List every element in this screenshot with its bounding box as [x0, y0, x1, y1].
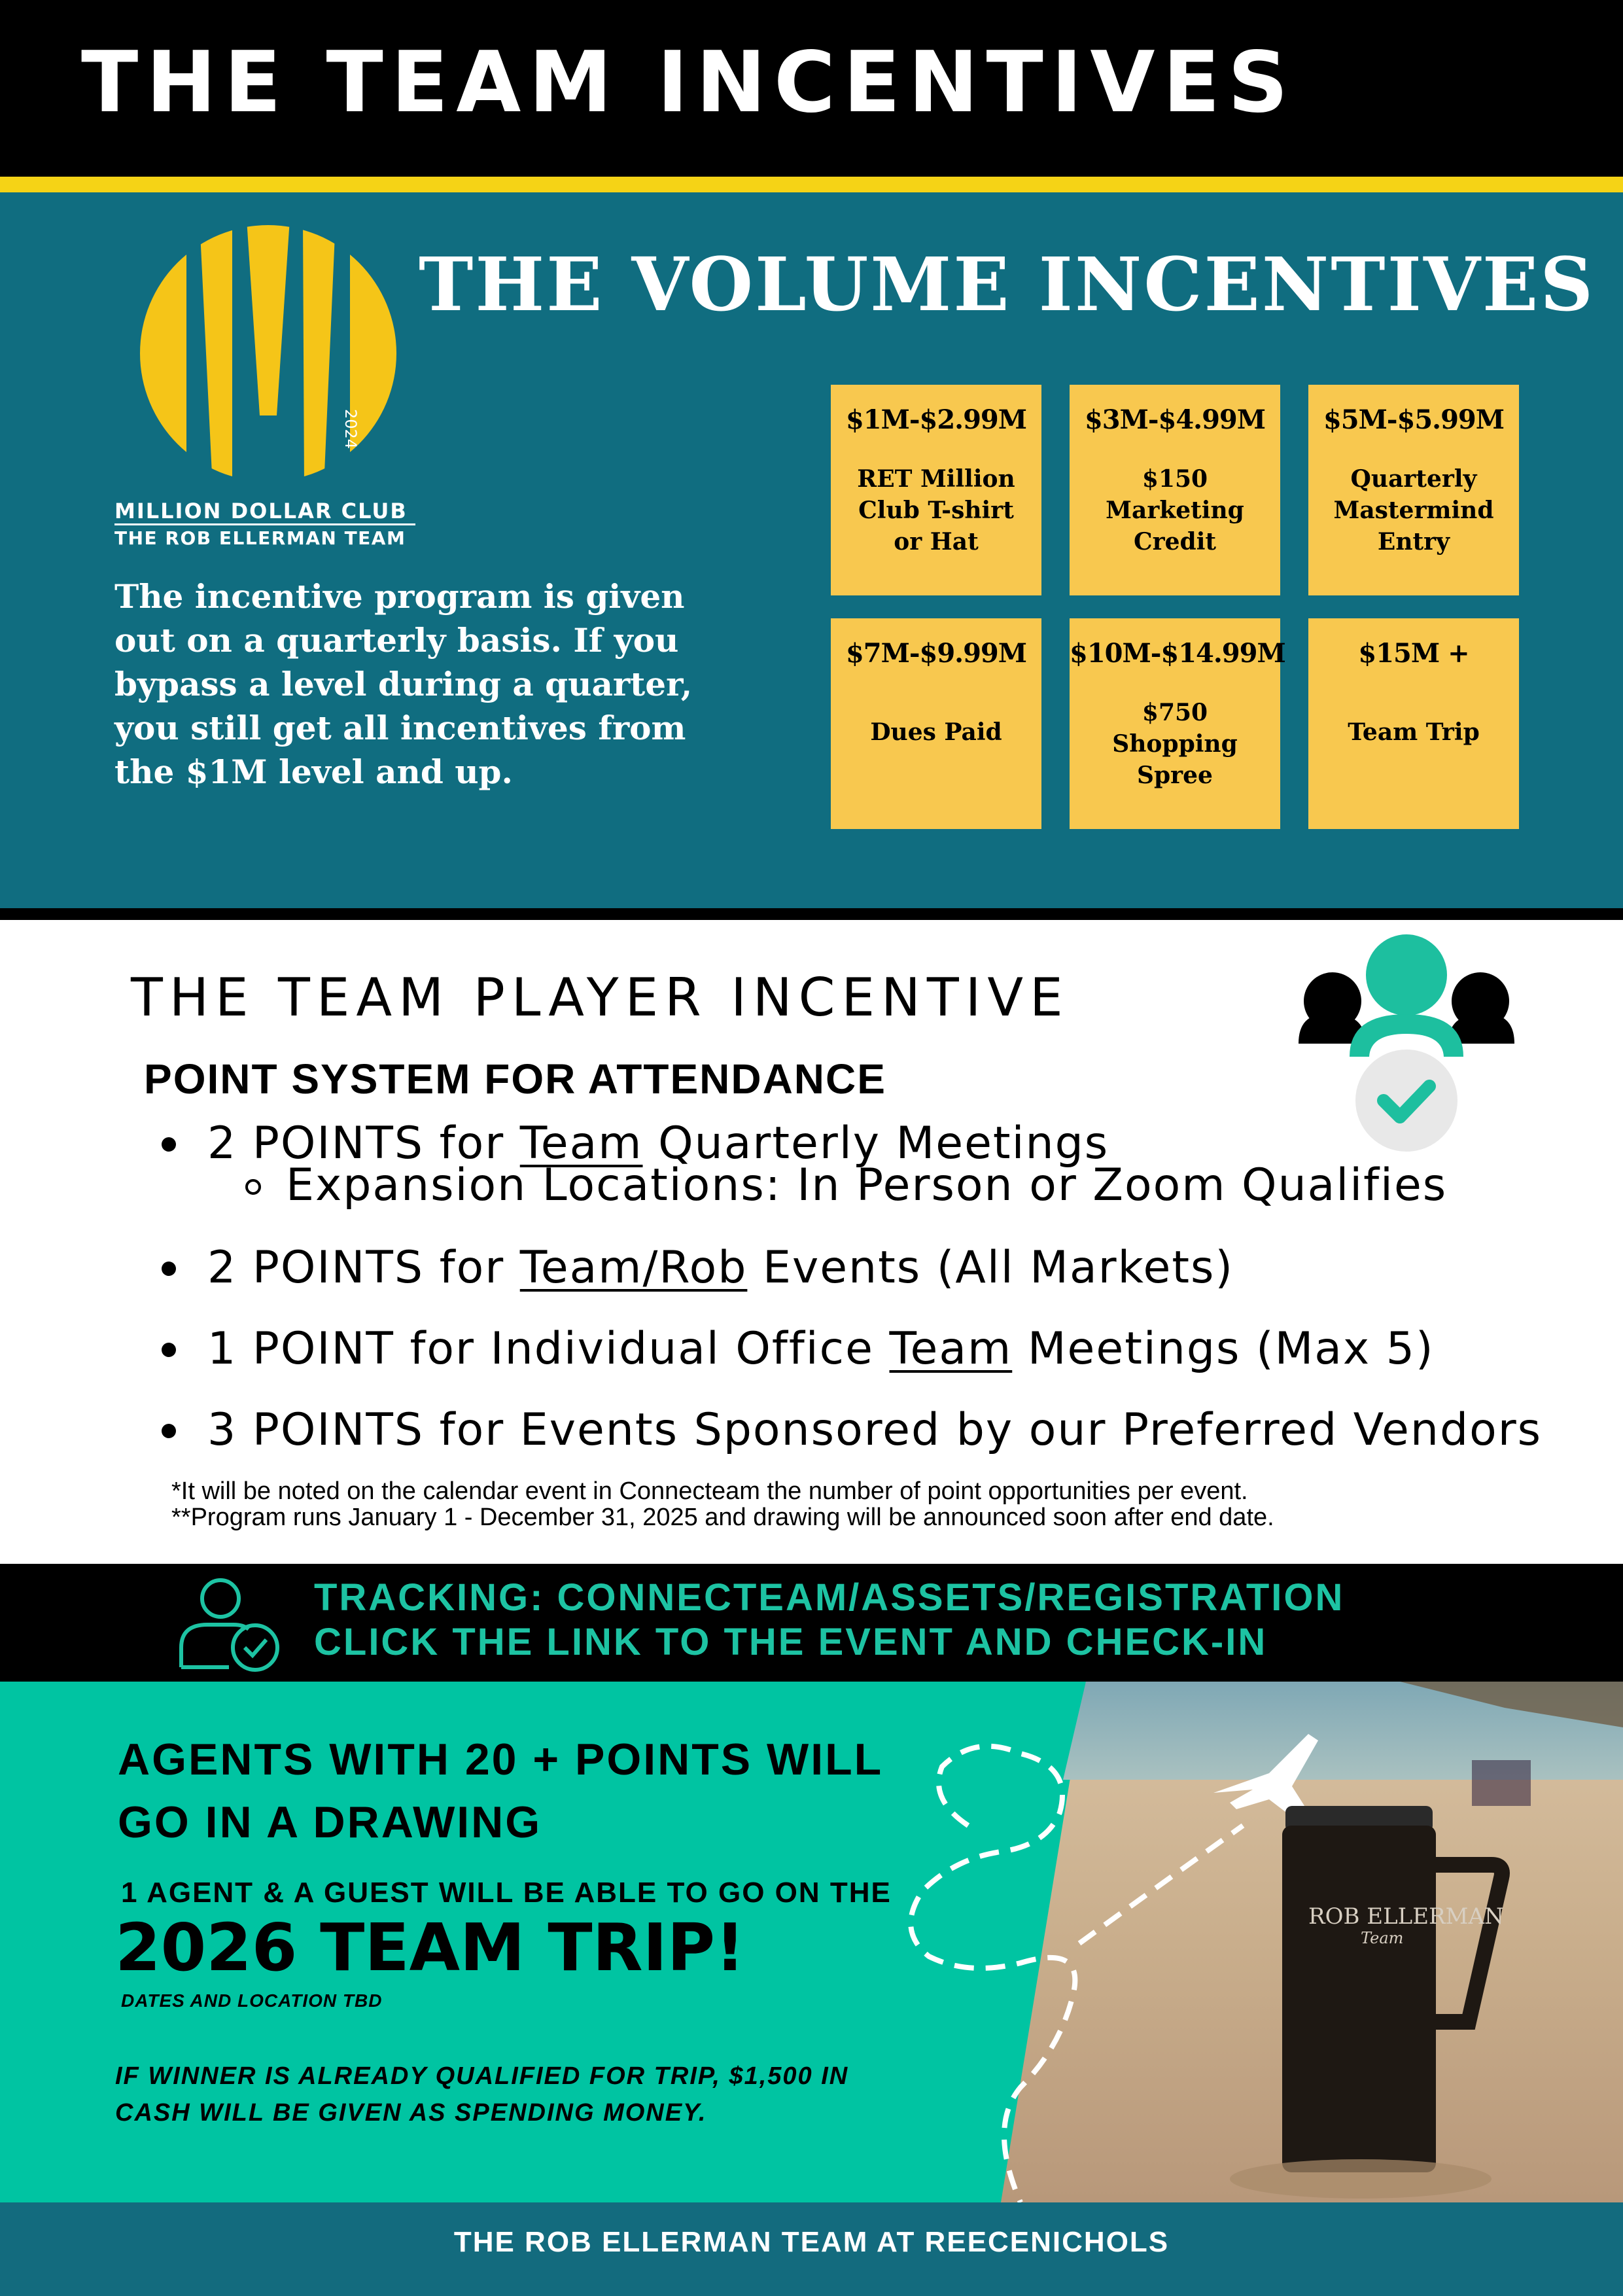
- tier-range: $5M-$5.99M: [1323, 404, 1505, 435]
- section-divider: [0, 908, 1623, 920]
- points-list-item: 2 POINTS for Team/Rob Events (All Markets): [207, 1242, 1234, 1294]
- tier-card: [1070, 385, 1280, 595]
- bullet-dot: [162, 1424, 176, 1438]
- points-list-item: 3 POINTS for Events Sponsored by our Preferred Vendors: [207, 1404, 1542, 1456]
- footnote: **Program runs January 1 - December 31, 2025 and drawing will be announced soon after end date.: [171, 1504, 1274, 1531]
- tier-card: [831, 618, 1041, 829]
- winner-note: CASH WILL BE GIVEN AS SPENDING MONEY.: [115, 2099, 707, 2127]
- volume-title: THE VOLUME INCENTIVES: [419, 242, 1596, 328]
- team-check-icon: [1292, 929, 1521, 1171]
- drawing-headline: GO IN A DRAWING: [118, 1797, 542, 1847]
- bullet-dot: [162, 1343, 176, 1357]
- footnote: *It will be noted on the calendar event in Connecteam the number of point opportunities per event.: [171, 1477, 1248, 1505]
- header-divider: [0, 177, 1623, 192]
- logo-team-name: THE ROB ELLERMAN TEAM: [114, 527, 406, 549]
- points-sub-item: Expansion Locations: In Person or Zoom Qualifies: [286, 1159, 1447, 1211]
- bullet-dot: [162, 1137, 176, 1152]
- user-check-icon: [178, 1576, 283, 1674]
- bullet-ring: [245, 1179, 261, 1195]
- volume-description: The incentive program is given out on a quarterly basis. If you bypass a level during a quarter, you still get all incentives from the $1M level and up.: [114, 577, 693, 791]
- tier-card: [1308, 385, 1519, 595]
- tier-reward: $150 Marketing Credit: [1106, 465, 1244, 556]
- mug-brand: ROB ELLERMAN: [1308, 1903, 1504, 1930]
- logo-club-name: MILLION DOLLAR CLUB: [114, 499, 408, 523]
- tracking-checkin: CLICK THE LINK TO THE EVENT AND CHECK-IN: [314, 1621, 1268, 1663]
- tier-reward: Dues Paid: [870, 718, 1002, 746]
- tier-card: [831, 385, 1041, 595]
- tier-range: $10M-$14.99M: [1070, 638, 1285, 669]
- team-player-title: THE TEAM PLAYER INCENTIVE: [131, 967, 1070, 1028]
- tier-range: $3M-$4.99M: [1084, 404, 1266, 435]
- page-title: THE TEAM INCENTIVES: [81, 34, 1297, 132]
- tier-card: [1070, 618, 1285, 829]
- bullet-dot: [162, 1262, 176, 1276]
- header-bar: [0, 0, 1623, 177]
- tier-reward: $750 Shopping Spree: [1112, 699, 1238, 789]
- tier-range: $1M-$2.99M: [845, 404, 1027, 435]
- million-dollar-club-logo: [134, 219, 402, 487]
- points-list-item: 2 POINTS for Team Quarterly Meetings: [207, 1118, 1109, 1169]
- tier-range: $7M-$9.99M: [845, 638, 1027, 669]
- point-system-subtitle: POINT SYSTEM FOR ATTENDANCE: [144, 1055, 886, 1103]
- tier-reward: Team Trip: [1348, 718, 1480, 746]
- tier-reward: Quarterly Mastermind Entry: [1333, 465, 1494, 556]
- footer-text: THE ROB ELLERMAN TEAM AT REECENICHOLS: [453, 2226, 1170, 2258]
- drawing-intro: 1 AGENT & A GUEST WILL BE ABLE TO GO ON THE: [121, 1877, 892, 1909]
- mug-subtext: Team: [1361, 1929, 1404, 1947]
- points-list-item: 1 POINT for Individual Office Team Meetings (Max 5): [207, 1323, 1435, 1375]
- winner-note: IF WINNER IS ALREADY QUALIFIED FOR TRIP, $1,500 IN: [115, 2062, 849, 2090]
- tracking-instructions: TRACKING: CONNECTEAM/ASSETS/REGISTRATION: [314, 1576, 1345, 1619]
- tier-range: $15M +: [1358, 638, 1469, 669]
- logo-divider: [114, 523, 415, 525]
- drawing-headline: AGENTS WITH 20 + POINTS WILL: [118, 1735, 884, 1784]
- tier-reward: RET Million Club T-shirt or Hat: [857, 465, 1015, 556]
- dates-tbd: DATES AND LOCATION TBD: [121, 1990, 383, 2011]
- tier-card: [1308, 618, 1519, 829]
- logo-year: 2024: [341, 409, 360, 450]
- team-trip-headline: 2026 TEAM TRIP!: [115, 1909, 745, 1986]
